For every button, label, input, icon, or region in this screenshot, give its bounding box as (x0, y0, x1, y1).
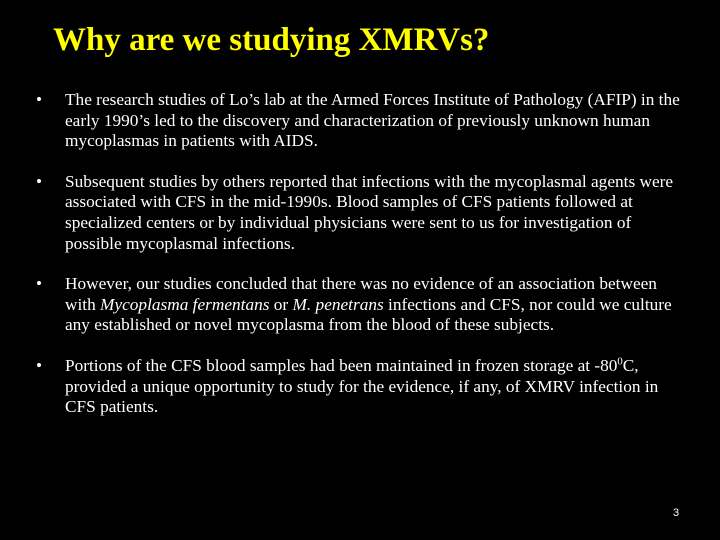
bullet-text-part: C, provided a unique opportunity to study for the evidence, if any, of XMRV infection in CFS patients. (65, 355, 659, 417)
bullet-text (65, 356, 658, 416)
slide-title: Why are we studying XMRVs? (53, 22, 490, 58)
bullet-text (65, 274, 672, 334)
bullet-marker: • (36, 274, 43, 294)
bullet-text-part: However, our studies concluded that there was no evidence of an association between with (65, 274, 657, 314)
species-name-fermentans: Mycoplasma fermentans (100, 294, 270, 314)
bullet-item-afip-research (36, 90, 686, 152)
degree-superscript: 0 (617, 355, 623, 368)
bullet-item-cfs-studies (36, 172, 686, 254)
bullet-list (36, 90, 686, 438)
bullet-text: The research studies of Lo’s lab at the Armed Forces Institute of Pathology (AFIP) in the early 1990’s led to the discovery and characterization of previously unknown human mycoplasmas in patients with AIDS. (65, 90, 680, 151)
bullet-text: Subsequent studies by others reported that infections with the mycoplasmal agents were associated with CFS in the mid-1990s. Blood samples of CFS patients followed at specialized centers or by individual physicians were sent to us for investigation of possible mycoplasmal infections. (65, 171, 674, 253)
species-name-penetrans: M. penetrans (292, 294, 384, 314)
bullet-marker: • (36, 171, 43, 191)
slide-page-number: 3 (672, 507, 680, 519)
bullet-item-frozen-samples (36, 356, 686, 418)
bullet-marker: • (36, 90, 43, 109)
bullet-text-part: or (269, 294, 293, 314)
bullet-item-study-conclusion (36, 274, 686, 336)
bullet-text-part: Portions of the CFS blood samples had been maintained in frozen storage at -80 (65, 355, 618, 375)
bullet-text-part: infections and CFS, nor could we culture any established or novel mycoplasma from the blood of these subjects. (65, 294, 672, 335)
bullet-marker: • (36, 355, 43, 375)
